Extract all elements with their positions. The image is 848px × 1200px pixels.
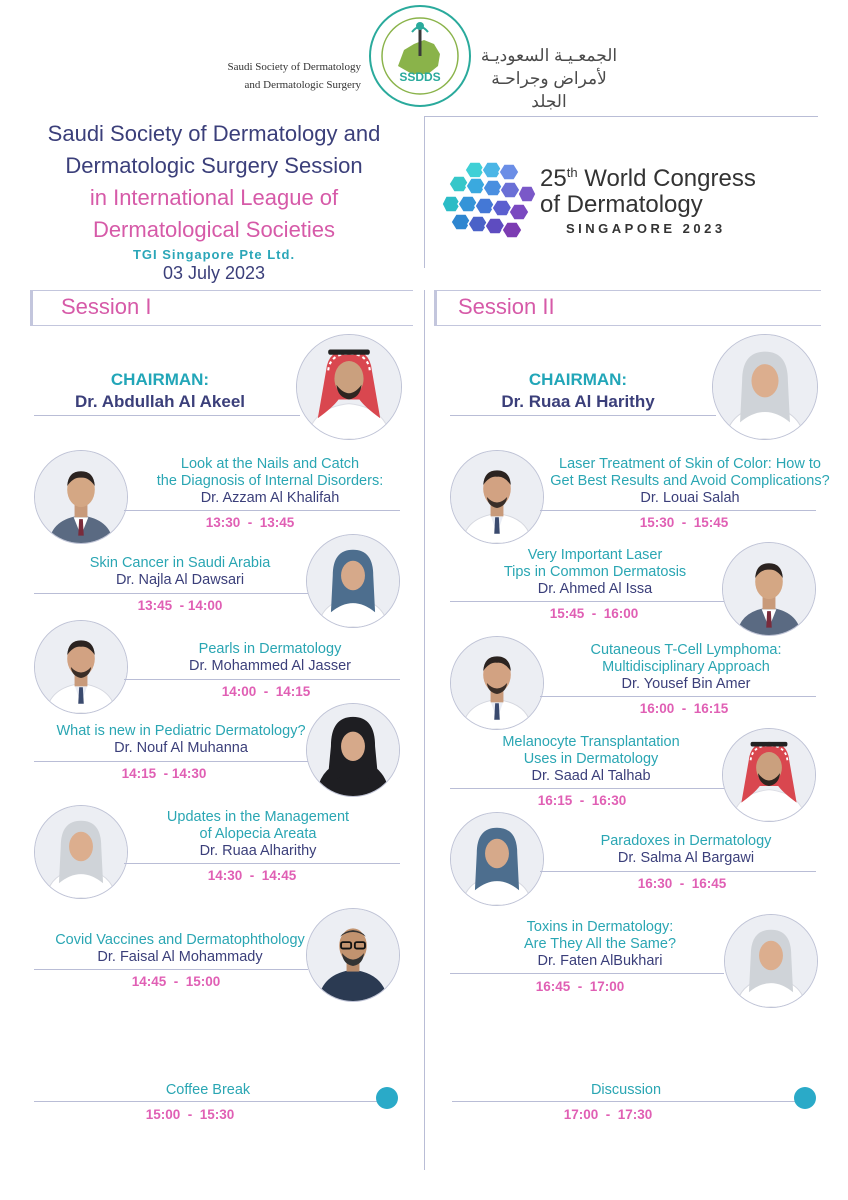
session1-chair-photo xyxy=(296,334,402,440)
session2-talk3-speaker: Dr. Yousef Bin Amer xyxy=(621,676,751,692)
org-name-en xyxy=(196,58,361,94)
session1-chair-label: CHAIRMAN: xyxy=(110,370,210,389)
session1-talk2-time: 13:45 - 14:00 xyxy=(137,598,223,613)
congress-suffix: th xyxy=(566,165,578,180)
session2-talk6-line xyxy=(450,973,724,974)
session1-talk3-title: Pearls in Dermatology xyxy=(198,641,342,657)
session1-talk1-title xyxy=(140,456,400,490)
event-title-line4: Dermatological Societies xyxy=(92,217,336,242)
session1-break-label: Coffee Break xyxy=(165,1082,251,1098)
session1-break-time: 15:00 - 15:30 xyxy=(145,1107,235,1122)
session1-talk2-line xyxy=(34,593,308,594)
session2-talk4-photo xyxy=(722,728,816,822)
session1-talk6-title: Covid Vaccines and Dermatophthology xyxy=(55,932,305,948)
session1-talk5-title2: of Alopecia Areata xyxy=(199,826,317,842)
congress-line2: of Dermatology xyxy=(540,191,703,218)
session1-talk1-line xyxy=(124,510,400,511)
event-title-line1: Saudi Society of Dermatology and xyxy=(47,121,381,146)
session1-talk1-photo xyxy=(34,450,128,544)
session1-talk1-time: 13:30 - 13:45 xyxy=(205,515,295,530)
session1-break-dot xyxy=(376,1087,398,1109)
session2-break-line xyxy=(452,1101,796,1102)
org-name-ar-line1: الجمعـيـة السعوديـة xyxy=(480,46,618,65)
session2-talk5-time: 16:30 - 16:45 xyxy=(637,876,727,891)
session1-talk4-photo xyxy=(306,703,400,797)
session1-talk5-title xyxy=(130,809,386,843)
session1-talk3-speaker: Dr. Mohammed Al Jasser xyxy=(189,658,351,674)
session1-talk2-title: Skin Cancer in Saudi Arabia xyxy=(89,555,271,571)
session1-talk4-line xyxy=(34,761,308,762)
session1-chair-name: Dr. Abdullah Al Akeel xyxy=(74,392,246,411)
session2-talk3-time: 16:00 - 16:15 xyxy=(639,701,729,716)
session1-label: Session I xyxy=(61,294,152,319)
session2-talk6-title1: Toxins in Dermatology: xyxy=(526,919,674,935)
session2-chair-label: CHAIRMAN: xyxy=(528,370,628,389)
session1-talk2-speaker: Dr. Najla Al Dawsari xyxy=(115,572,245,588)
org-name-en-line1: Saudi Society of Dermatology xyxy=(227,61,361,73)
session2-talk2-title2: Tips in Common Dermatosis xyxy=(503,564,687,580)
session2-chair-name: Dr. Ruaa Al Harithy xyxy=(501,392,655,411)
session2-talk1-title1: Laser Treatment of Skin of Color: How to xyxy=(559,456,821,472)
session1-talk5-speaker: Dr. Ruaa Alharithy xyxy=(199,843,317,859)
session1-talk3-photo xyxy=(34,620,128,714)
org-name-ar-line2: لأمراض وجراحـة الجلد xyxy=(491,69,607,111)
congress-city: SINGAPORE 2023 xyxy=(566,221,726,236)
session2-talk6-time: 16:45 - 17:00 xyxy=(535,979,625,994)
session2-talk3-line xyxy=(540,696,816,697)
session1-talk5-line xyxy=(124,863,400,864)
session2-break-time: 17:00 - 17:30 xyxy=(563,1107,653,1122)
session2-talk4-title1: Melanocyte Transplantation xyxy=(502,734,680,750)
session1-talk3-line xyxy=(124,679,400,680)
session1-talk1-speaker: Dr. Azzam Al Khalifah xyxy=(200,490,340,506)
session2-talk4-time: 16:15 - 16:30 xyxy=(537,793,627,808)
session2-break-label: Discussion xyxy=(590,1082,662,1098)
header-divider xyxy=(424,116,818,117)
event-venue: TGI Singapore Pte Ltd. xyxy=(132,247,296,262)
congress-logo xyxy=(440,158,540,242)
session2-talk4-line xyxy=(450,788,724,789)
session1-talk3-time: 14:00 - 14:15 xyxy=(221,684,311,699)
session2-talk2-line xyxy=(450,601,724,602)
ssdds-logo xyxy=(368,4,472,108)
session2-talk2-speaker: Dr. Ahmed Al Issa xyxy=(537,581,653,597)
session2-break-dot xyxy=(794,1087,816,1109)
session2-talk6-title2: Are They All the Same? xyxy=(523,936,677,952)
session2-talk5-photo xyxy=(450,812,544,906)
header-vertical-divider xyxy=(424,116,425,268)
session2-talk1-photo xyxy=(450,450,544,544)
event-title xyxy=(24,118,404,246)
logo-text: SSDDS xyxy=(399,70,441,84)
session1-talk6-time: 14:45 - 15:00 xyxy=(131,974,221,989)
session2-talk2-time: 15:45 - 16:00 xyxy=(549,606,639,621)
org-name-en-line2: and Dermatologic Surgery xyxy=(244,79,361,91)
session2-talk1-time: 15:30 - 15:45 xyxy=(639,515,729,530)
session2-talk3-title xyxy=(556,642,816,676)
session2-talk6-speaker: Dr. Faten AlBukhari xyxy=(537,953,663,969)
session2-talk2-title xyxy=(470,547,720,581)
session1-chair-line xyxy=(34,415,300,416)
session1-talk6-photo xyxy=(306,908,400,1002)
session2-talk1-line xyxy=(540,510,816,511)
session2-talk1-title xyxy=(548,456,832,490)
session2-talk6-title xyxy=(470,919,730,953)
event-title-line2: Dermatologic Surgery Session xyxy=(65,153,363,178)
hexagon-globe-icon xyxy=(440,158,540,242)
session2-chair-line xyxy=(450,415,716,416)
event-date: 03 July 2023 xyxy=(162,263,266,283)
session2-label: Session II xyxy=(458,294,555,319)
session2-talk2-title1: Very Important Laser xyxy=(527,547,663,563)
session1-talk1-title2: the Diagnosis of Internal Disorders: xyxy=(156,473,384,489)
session2-talk4-title xyxy=(466,734,716,768)
session2-talk6-photo xyxy=(724,914,818,1008)
congress-title-line1 xyxy=(540,160,800,192)
session2-talk2-photo xyxy=(722,542,816,636)
session2-chair-photo xyxy=(712,334,818,440)
session1-talk4-speaker: Dr. Nouf Al Muhanna xyxy=(114,740,248,756)
session1-talk5-photo xyxy=(34,805,128,899)
session1-talk6-line xyxy=(34,969,308,970)
session1-talk6-speaker: Dr. Faisal Al Mohammady xyxy=(97,949,263,965)
congress-number: 25 xyxy=(540,165,567,192)
session1-talk2-photo xyxy=(306,534,400,628)
session2-talk1-speaker: Dr. Louai Salah xyxy=(640,490,740,506)
session1-talk4-time: 14:15 - 14:30 xyxy=(121,766,207,781)
session2-talk5-speaker: Dr. Salma Al Bargawi xyxy=(617,850,755,866)
logo-emblem xyxy=(368,4,472,108)
congress-title xyxy=(540,160,800,218)
org-name-ar xyxy=(474,44,624,113)
session2-talk1-title2: Get Best Results and Avoid Complications? xyxy=(550,473,830,489)
congress-line1: World Congress xyxy=(584,165,756,192)
session2-talk4-title2: Uses in Dermatology xyxy=(523,751,659,767)
center-divider xyxy=(424,290,425,1170)
session2-talk3-photo xyxy=(450,636,544,730)
session1-talk1-title1: Look at the Nails and Catch xyxy=(180,456,360,472)
session2-talk4-speaker: Dr. Saad Al Talhab xyxy=(531,768,651,784)
session2-talk3-title1: Cutaneous T-Cell Lymphoma: xyxy=(590,642,782,658)
session2-talk3-title2: Multidisciplinary Approach xyxy=(602,659,770,675)
session2-talk5-line xyxy=(540,871,816,872)
session1-talk4-title: What is new in Pediatric Dermatology? xyxy=(56,723,306,739)
event-title-line3: in International League of xyxy=(89,185,339,210)
session1-break-line xyxy=(34,1101,384,1102)
session1-talk5-time: 14:30 - 14:45 xyxy=(207,868,297,883)
session1-talk5-title1: Updates in the Management xyxy=(166,809,350,825)
session2-talk5-title: Paradoxes in Dermatology xyxy=(600,833,772,849)
